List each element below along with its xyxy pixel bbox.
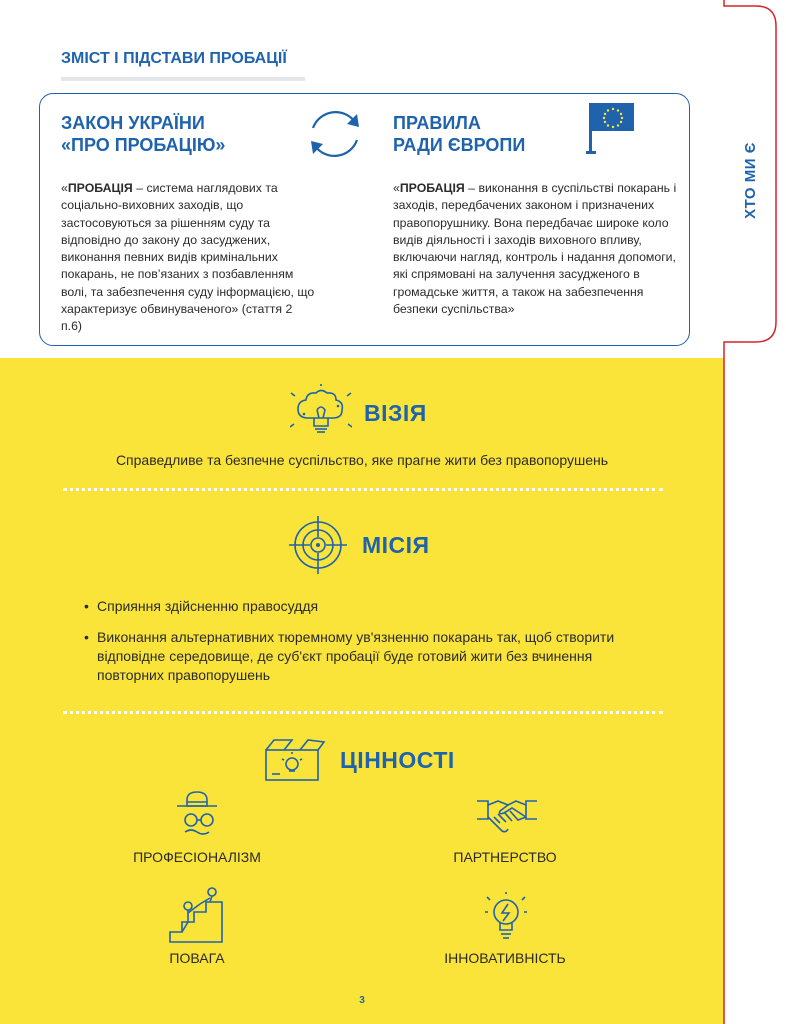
law-ukraine-title: ЗАКОН УКРАЇНИ «ПРО ПРОБАЦІЮ» — [61, 113, 226, 155]
value-label: ПАРТНЕРСТВО — [453, 849, 557, 865]
law-ukraine-text: «ПРОБАЦІЯ – система наглядових та соціально-виховних заходів, що застосовуються за рішенням суду та відповідно до закону до засуджених, виконання певних видів кримінальних покарань, не пов’язаних з позбавленням волі, та забезпечення суду інформацією, що характеризує обвинуваченого» (стаття 2 п.6) — [61, 181, 315, 334]
vision-text: Справедливе та безпечне суспільство, яке прагне жити без правопорушень — [115, 452, 609, 468]
detective-icon — [173, 788, 221, 840]
target-icon — [288, 515, 348, 575]
page-number: 3 — [359, 995, 365, 1006]
value-label: ПОВАГА — [169, 950, 225, 966]
eu-flag-icon — [586, 101, 638, 155]
lightbulb-icon — [484, 892, 528, 942]
values-header — [262, 738, 455, 782]
section-title: ЗМІСТ І ПІДСТАВИ ПРОБАЦІЇ — [61, 50, 287, 67]
values-title: ЦІННОСТІ — [340, 746, 455, 773]
mission-list — [88, 597, 648, 697]
mission-item: • Виконання альтернативних тюремному ув'язненню покарань так, щоб створити відповідне середовище, де суб'єкт пробації буде готовий жити без вчинення повторних правопорушень — [88, 628, 648, 685]
mission-title: МІСІЯ — [362, 531, 430, 558]
box-lightbulb-icon — [262, 738, 326, 782]
value-label: ІННОВАТИВНІСТЬ — [444, 950, 566, 966]
law-europe-title: ПРАВИЛА РАДИ ЄВРОПИ — [393, 113, 526, 155]
vision-title: ВІЗІЯ — [364, 399, 427, 426]
divider — [63, 711, 663, 714]
side-tab-label[interactable]: ХТО МИ Є — [741, 141, 759, 219]
helping-climb-icon — [168, 886, 224, 944]
value-label: ПРОФЕСІОНАЛІЗМ — [133, 849, 261, 865]
divider — [63, 488, 663, 491]
mission-item: • Сприяння здійсненню правосуддя — [88, 597, 648, 616]
section-title-underline — [61, 77, 305, 81]
cycle-arrows-icon — [303, 104, 367, 164]
vision-header — [290, 384, 427, 442]
handshake-icon — [476, 795, 538, 837]
mission-header — [288, 515, 430, 575]
law-europe-text: «ПРОБАЦІЯ – виконання в суспільстві покарань і заходів, передбачених законом і призначених правопорушнику. Вона передбачає широке коло видів діяльності і заходів виховного впливу, включаючи нагляд, контроль і надання допомоги, які спрямовані на залучення засудженого в громадське життя, а також на забезпечення безпеки суспільства» — [393, 181, 677, 317]
brain-lightbulb-icon — [290, 384, 352, 442]
